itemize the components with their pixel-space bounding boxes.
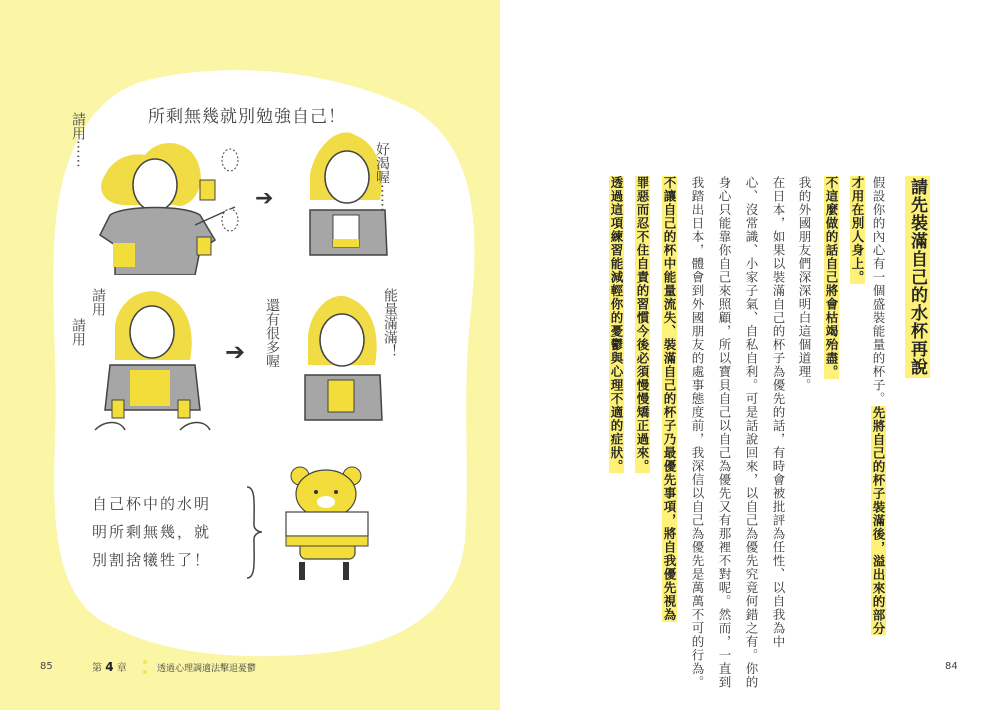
footer-chapter-number: 4	[105, 660, 114, 674]
bubble-thirsty: 好渴喔⋯⋯	[374, 142, 390, 212]
bear-text-line-3: 別割捨犧牲了！	[92, 551, 212, 569]
footer-chapter	[92, 659, 127, 674]
body-column	[716, 176, 732, 689]
body-column	[849, 176, 865, 284]
woman-full-energy-illustration	[290, 280, 390, 430]
bold-text-segment: 不讓自己的杯中能量流失、裝滿自己的杯子乃最優先事項，將自我優先視為	[662, 176, 677, 622]
body-column	[870, 176, 886, 635]
bear-text-line-2: 明所剩無幾，就	[92, 523, 212, 541]
bear-text-line-1: 自己杯中的水明	[92, 495, 212, 513]
text-segment: 在日本，如果以裝滿自己的杯子為優先的話，有時會被批評為任性、以自我為中	[771, 176, 786, 649]
footer-chapter-suffix: 章	[116, 663, 127, 674]
arrow-icon-1: ➔	[255, 186, 274, 211]
text-segment: 身心只能靠你自己來照顧，所以寶貝自己以自己為優先又有那裡不對呢。然而，一直到	[717, 176, 732, 689]
bubble-please-2b: 請用	[70, 318, 86, 346]
section-title: 請先裝滿自己的水杯再說	[905, 176, 930, 378]
body-column	[689, 176, 705, 689]
body-column	[634, 176, 650, 473]
bold-text-segment: 罪惡而忍不住自責的習慣今後必須慢慢矯正過來。	[635, 176, 650, 473]
page-number-right: 84	[945, 661, 958, 672]
caption-top: 所剩無幾就別勉強自己！	[148, 107, 346, 127]
body-column	[796, 176, 812, 392]
bubble-please-2a: 請用	[90, 288, 106, 316]
body-column	[608, 176, 624, 473]
arrow-icon-2: ➔	[225, 338, 246, 366]
footer-subtitle: 透過心理調適法擊退憂鬱	[157, 664, 257, 674]
bold-text-segment: 才用在別人身上。	[850, 176, 865, 284]
text-segment: 心、沒常識、小家子氣、自私自利。可是話說回來，以自己為優先究竟何錯之有。你的	[744, 176, 759, 689]
page-number-left: 85	[40, 661, 53, 672]
text-segment: 我踏出日本，體會到外國朋友的處事態度前，我深信以自己為優先是萬萬不可的行為。	[690, 176, 705, 689]
bear-text-block	[92, 490, 211, 574]
brace-icon	[244, 485, 264, 580]
woman-offering-drinks-illustration	[85, 115, 255, 275]
footer-dot	[143, 660, 147, 664]
body-column	[661, 176, 677, 622]
body-column	[823, 176, 839, 379]
bold-text-segment: 先將自己的杯子裝滿後，溢出來的部分	[871, 405, 886, 635]
bear-with-cup-illustration	[280, 462, 375, 592]
footer-chapter-prefix: 第	[92, 663, 102, 674]
bubble-please-1: 請用⋯⋯	[70, 112, 86, 168]
woman-receiving-drinks-illustration	[90, 280, 220, 450]
text-segment: 我的外國朋友們深深明白這個道理。	[797, 176, 812, 392]
bubble-full: 能量滿滿！	[382, 288, 398, 358]
text-segment: 假設你的內心有一個盛裝能量的杯子。	[871, 176, 886, 406]
body-column	[770, 176, 786, 649]
bubble-plenty: 還有很多喔	[264, 298, 280, 368]
footer-dot	[143, 670, 147, 674]
body-column	[743, 176, 759, 689]
bold-text-segment: 不這麼做的話自己將會枯竭殆盡。	[824, 176, 839, 379]
bold-text-segment: 透過這項練習能減輕你的憂鬱與心理不適的症狀。	[609, 176, 624, 473]
